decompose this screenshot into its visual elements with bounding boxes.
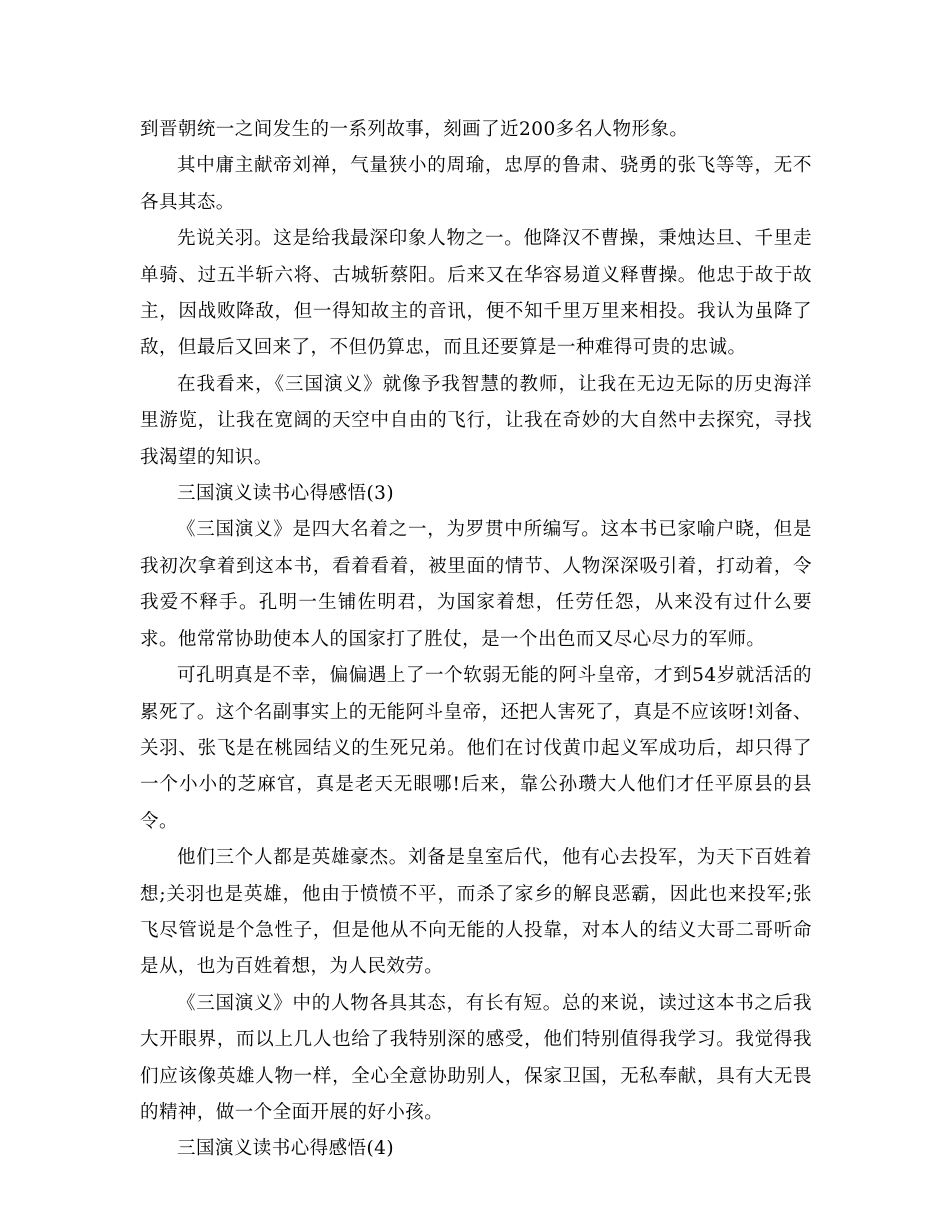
document-page — [140, 112, 812, 1168]
paragraph: 他们三个人都是英雄豪杰。刘备是皇室后代，他有心去投军，为天下百姓着想;关羽也是英雄，他由于愤愤不平，而杀了家乡的解良恶霸，因此也来投军;张飞尽管说是个急性子，但是他从不向无能的人投靠，对本人的结义大哥二哥听命是从，也为百姓着想，为人民效劳。 — [140, 847, 812, 978]
paragraph: 在我看来，《三国演义》就像予我智慧的教师，让我在无边无际的历史海洋里游览，让我在宽阔的天空中自由的飞行，让我在奇妙的大自然中去探究，寻找我渴望的知识。 — [140, 373, 812, 468]
paragraph-continuation: 到晋朝统一之间发生的一系列故事，刻画了近200多名人物形象。 — [140, 119, 689, 140]
paragraph: 《三国演义》中的人物各具其态，有长有短。总的来说，读过这本书之后我大开眼界，而以上几人也给了我特别深的感受，他们特别值得我学习。我觉得我们应该像英雄人物一样，全心全意协助别人，保家卫国，无私奉献，具有大无畏的精神，做一个全面开展的好小孩。 — [140, 992, 812, 1123]
paragraph: 《三国演义》是四大名着之一，为罗贯中所编写。这本书已家喻户晓，但是我初次拿着到这本书，看着看着，被里面的情节、人物深深吸引着，打动着，令我爱不释手。孔明一生铺佐明君，为国家着想，任劳任怨，从来没有过什么要求。他常常协助使本人的国家打了胜仗，是一个出色而又尽心尽力的军师。 — [140, 519, 812, 650]
paragraph: 先说关羽。这是给我最深印象人物之一。他降汉不曹操，秉烛达旦、千里走单骑、过五半斩六将、古城斩蔡阳。后来又在华容易道义释曹操。他忠于故于故主，因战败降敌，但一得知故主的音讯，便不知千里万里来相投。我认为虽降了敌，但最后又回来了，不但仍算忠，而且还要算是一种难得可贵的忠诚。 — [140, 228, 812, 359]
paragraph: 可孔明真是不幸，偏偏遇上了一个软弱无能的阿斗皇帝，才到54岁就活活的累死了。这个名副事实上的无能阿斗皇帝，还把人害死了，真是不应该呀!刘备、关羽、张飞是在桃园结义的生死兄弟。他们在讨伐黄巾起义军成功后，却只得了一个小小的芝麻官，真是老天无眼哪!后来，靠公孙瓒大人他们才任平原县的县令。 — [140, 665, 812, 832]
section-heading: 三国演义读书心得感悟(4) — [177, 1138, 395, 1160]
section-heading: 三国演义读书心得感悟(3) — [177, 483, 395, 505]
paragraph: 其中庸主献帝刘禅，气量狭小的周瑜，忠厚的鲁肃、骁勇的张飞等等，无不各具其态。 — [140, 155, 812, 213]
